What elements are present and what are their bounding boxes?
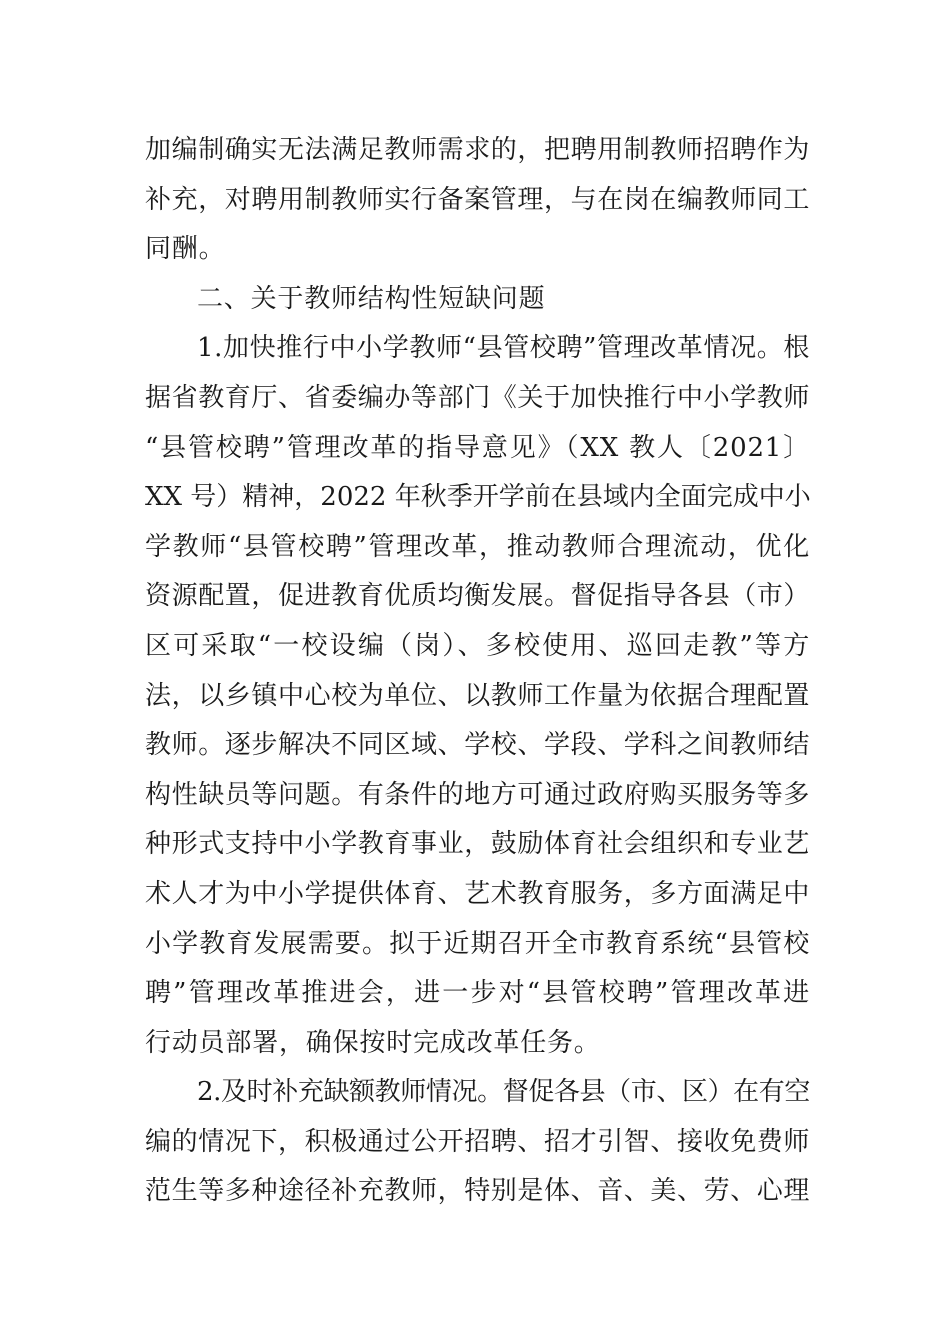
text-line: 行动员部署，确保按时完成改革任务。 <box>145 1027 601 1058</box>
text-line: 1.加快推行中小学教师“县管校聘”管理改革情况。根 <box>197 333 810 364</box>
text-line: XX 号）精神，2022 年秋季开学前在县域内全面完成中小 <box>145 482 811 513</box>
text-line: 教师。逐步解决不同区域、学校、学段、学科之间教师结 <box>145 730 811 761</box>
text-line: 加编制确实无法满足教师需求的，把聘用制教师招聘作为 <box>145 135 811 165</box>
text-line: 编的情况下，积极通过公开招聘、招才引智、接收免费师 <box>145 1126 811 1157</box>
text-line: 构性缺员等问题。有条件的地方可通过政府购买服务等多 <box>145 779 811 810</box>
document-body <box>145 126 810 1217</box>
text-line: 种形式支持中小学教育事业，鼓励体育社会组织和专业艺 <box>145 829 811 860</box>
text-line: 补充，对聘用制教师实行备案管理，与在岗在编教师同工 <box>145 184 811 215</box>
text-line: “县管校聘”管理改革的指导意见》（XX 教人〔2021〕 <box>145 432 810 463</box>
text-line: 聘”管理改革推进会，进一步对“县管校聘”管理改革进 <box>145 978 810 1009</box>
text-line: 2.及时补充缺额教师情况。督促各县（市、区）在有空 <box>197 1077 810 1108</box>
text-line: 同酬。 <box>145 234 226 265</box>
text-line: 小学教育发展需要。拟于近期召开全市教育系统“县管校 <box>145 928 810 959</box>
paragraph-continuation <box>145 126 810 275</box>
text-line: 资源配置，促进教育优质均衡发展。督促指导各县（市） <box>145 581 811 612</box>
text-line: 范生等多种途径补充教师，特别是体、音、美、劳、心理 <box>145 1176 811 1207</box>
paragraph-teacher-supplement <box>145 1068 810 1217</box>
text-line: 法，以乡镇中心校为单位、以教师工作量为依据合理配置 <box>145 680 811 711</box>
text-line: 学教师“县管校聘”管理改革，推动教师合理流动，优化 <box>145 531 810 562</box>
text-line: 区可采取“一校设编（岗）、多校使用、巡回走教”等方 <box>145 630 810 661</box>
section-heading-text: 二、关于教师结构性短缺问题 <box>197 283 546 314</box>
text-line: 术人才为中小学提供体育、艺术教育服务，多方面满足中 <box>145 878 811 909</box>
text-line: 据省教育厅、省委编办等部门《关于加快推行中小学教师 <box>145 382 811 413</box>
section-heading <box>145 275 810 325</box>
paragraph-county-management <box>145 324 810 1068</box>
